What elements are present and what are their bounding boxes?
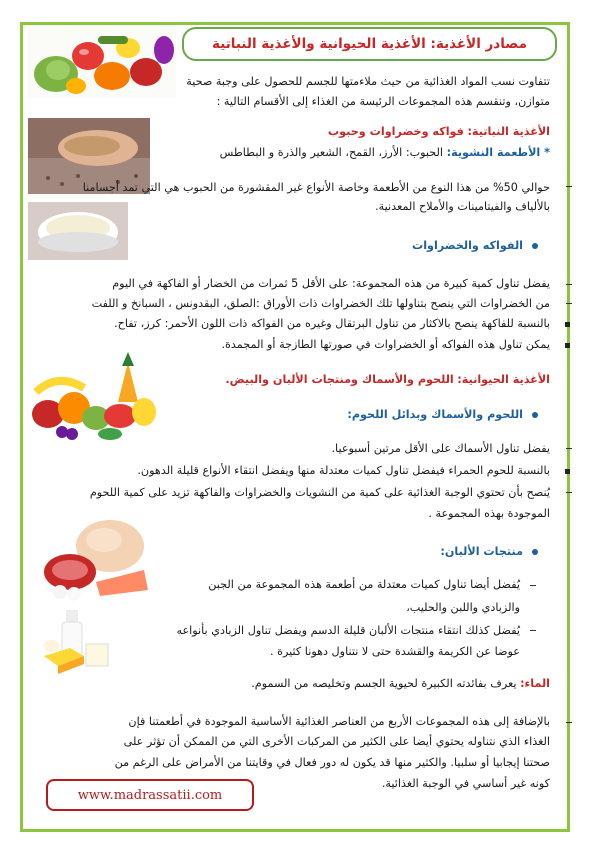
vegetables-image <box>28 26 176 98</box>
bullet-dot <box>532 243 538 249</box>
water-label: الماء: <box>520 677 550 690</box>
water-line-1: بالإضافة إلى هذه المجموعات الأربع من العناصر الغذائية الأساسية الموجودة في أطعمتنا فإن <box>128 715 550 728</box>
animal-heading <box>225 373 550 387</box>
bullet-marker <box>566 284 572 285</box>
plant-heading-text: فواكه وخضراوات وحبوب <box>327 125 464 138</box>
bullet-marker <box>566 492 572 493</box>
dairy-image <box>40 606 112 678</box>
animal-heading-label: الأغذية الحيوانية: <box>457 373 550 386</box>
plant-heading-label: الأغذية النباتية: <box>467 125 550 138</box>
starch-text: الحبوب: الأرز، القمح، الشعير والذرة و البطاطس <box>219 146 444 159</box>
meat-line-2: بالنسبة للحوم الحمراء فيفضل تناول كميات معتدلة منها ويفضل انتقاء الأنواع قليلة الدهون. <box>137 464 550 477</box>
page-title: مصادر الأغذية: الأغذية الحيوانية والأغذية النباتية <box>182 27 557 61</box>
water-text: يعرف بفائدته الكبيرة لحيوية الجسم وتخليصه من السموم. <box>251 677 517 690</box>
bullet-square <box>565 322 570 327</box>
starch-line <box>220 146 550 160</box>
grain-line-1: حوالي 50% من هذا النوع من الأطعمة وخاصة الأنواع غير المقشورة من الحبوب هي التي تمد أجسامنا <box>82 181 550 194</box>
intro-line-1: تتفاوت نسب المواد الغذائية من حيث ملاءمتها للجسم للحصول على وجبة صحية <box>186 75 550 88</box>
water-line-4: كونه غير أساسي في الوجبة الغذائية. <box>381 777 550 790</box>
bullet-marker <box>566 186 572 187</box>
dairy-line-3: يُفضل كذلك انتقاء منتجات الألبان قليلة الدسم ويفضل تناول الزبادي بأنواعه <box>176 624 520 637</box>
meat-line-3: يُنصح بأن تحتوي الوجبة الغذائية على كمية من النشويات والخضراوات والفاكهة تزيد على كمية اللحوم <box>89 486 550 499</box>
meat-heading: اللحوم والأسماك وبدائل اللحوم: <box>347 408 523 421</box>
fv-line-1: يفضل تناول كمية كبيرة من هذه المجموعة: على الأقل 5 ثمرات من الخضار أو الفاكهة في اليوم <box>112 277 550 290</box>
water-line <box>251 677 550 691</box>
bullet-dot <box>532 549 538 555</box>
starch-label: * الأطعمة النشوية: <box>446 146 550 159</box>
fv-heading: الفواكه والخضراوات <box>411 239 523 252</box>
bullet-square <box>565 343 570 348</box>
website-url[interactable]: www.madrassatii.com <box>46 779 254 811</box>
fv-line-2: من الخضراوات التي ينصح بتناولها تلك الخضراوات ذات الأوراق :الصلق، البقدونس ، السبانخ و اللفت <box>91 297 550 310</box>
water-line-3: صحتنا إيجابيا أو سلبيا. والكثير منها قد يكون له دور فعال في وقايتنا من الأمراض على الرغم من <box>114 756 550 769</box>
bullet-marker <box>530 630 536 631</box>
bullet-marker <box>566 303 572 304</box>
rice-image <box>28 202 128 260</box>
meat-line-4: الموجودة بهذه المجموعة . <box>428 507 550 520</box>
animal-heading-text: اللحوم والأسماك ومنتجات الألبان والبيض. <box>225 373 454 386</box>
intro-line-2: متوازن، وتنقسم هذه المجموعات الرئيسة من الغذاء إلى الأقسام التالية : <box>216 95 550 108</box>
fruits-image <box>28 352 156 440</box>
plant-heading <box>328 125 550 139</box>
bullet-marker <box>566 722 572 723</box>
bullet-square <box>565 469 570 474</box>
bullet-marker <box>530 585 536 586</box>
bullet-marker <box>566 448 572 449</box>
dairy-line-1: يُفضل أيضا تناول كميات معتدلة من أطعمة هذه المجموعة من الجبن <box>208 578 520 591</box>
bullet-dot <box>532 412 538 418</box>
water-line-2: الغذاء الذي نتناوله يحتوي أيضا على الكثير من المركبات الأخرى التي من الممكن أن تؤثر على <box>123 735 550 748</box>
dairy-heading: منتجات الألبان: <box>440 545 523 558</box>
dairy-line-4: عوضا عن الكريمة والقشدة حتى لا نتناول دهونا كثيرة . <box>270 645 520 658</box>
fv-line-3: بالنسبة للفاكهة ينصح بالاكثار من تناول البرتقال وغيره من الفواكه ذات اللون الأحمر: كرز، تفاح. <box>114 317 550 330</box>
fv-line-4: يمكن تناول هذه الفواكه أو الخضراوات في صورتها الطازجة أو المجمدة. <box>221 338 550 351</box>
meat-line-1: يفضل تناول الأسماك على الأقل مرتين أسبوعيا. <box>331 442 550 455</box>
meat-fish-image <box>40 510 152 602</box>
grain-line-2: بالألياف والفيتامينات والأملاح المعدنية. <box>375 200 550 213</box>
dairy-line-2: والزبادي واللبن والحليب، <box>406 601 520 614</box>
